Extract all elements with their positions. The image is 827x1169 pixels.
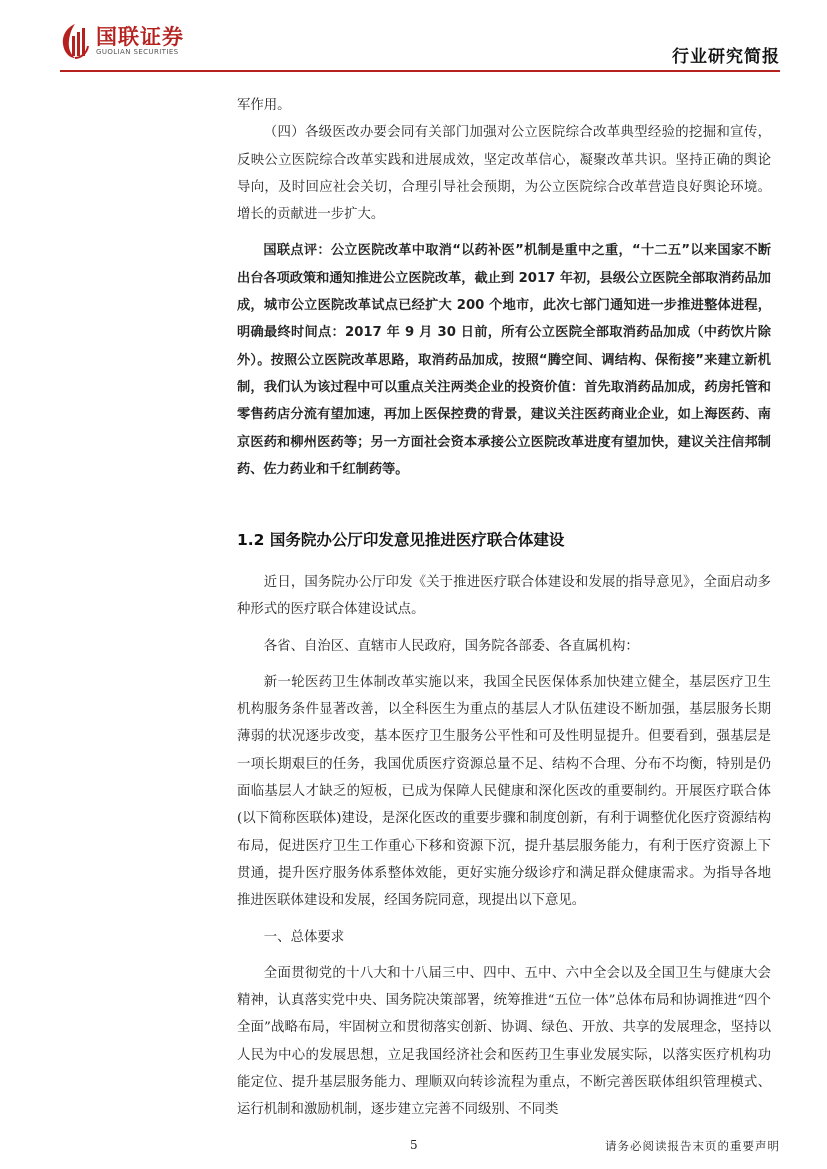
paragraph-intro: 近日，国务院办公厅印发《关于推进医疗联合体建设和发展的指导意见》，全面启动多种形式的医疗联合体建设试点。 [237, 575, 771, 618]
paragraph-continuation: 军作用。 [237, 98, 291, 113]
paragraph-guolian-comment: 国联点评：公立医院改革中取消“以药补医”机制是重中之重，“十二五”以来国家不断出台各项政策和通知推进公立医院改革，截止到 2017 年初，县级公立医院全部取消药品加成，城市公立医院改革试点已经扩大 200 个地市，此次七部门通知进一步推进整体进程，明确最终时间点：2017 年 9 月 30 日前，所有公立医院全部取消药品加成（中药饮片除外）。按照公立医院改革思路，取消药品加成，按照“腾空间、调结构、保衔接”来建立新机制，我们认为该过程中可以重点关注两类企业的投资价值：首先取消药品加成，药房托管和零售药店分流有望加速，再加上医保控费的背景，建议关注医药商业企业，如上海医药、南京医药和柳州医药等；另一方面社会资本承接公立医院改革进度有望加快，建议关注信邦制药、佐力药业和千红制药等。 [237, 243, 771, 477]
section-title: 1.2 国务院办公厅印发意见推进医疗联合体建设 [237, 531, 565, 549]
subheading-general-requirements: 一、总体要求 [263, 929, 345, 945]
paragraph-addressee: 各省、自治区、直辖市人民政府，国务院各部委、各直属机构： [263, 638, 639, 654]
paragraph-background: 新一轮医药卫生体制改革实施以来，我国全民医保体系加快建立健全，基层医疗卫生机构服务条件显著改善，以全科医生为重点的基层人才队伍建设不断加强，基层服务长期薄弱的状况逐步改变，基本医疗卫生服务公平性和可及性明显提升。但要看到，强基层是一项长期艰巨的任务，我国优质医疗资源总量不足、结构不合理、分布不均衡，特别是仍面临基层人才缺乏的短板，已成为保障人民健康和深化医改的重要制约。开展医疗联合体(以下简称医联体)建设，是深化医改的重要步骤和制度创新，有利于调整优化医疗资源结构布局，促进医疗卫生工作重心下移和资源下沉，提升基层服务能力，有利于医疗资源上下贯通，提升医疗服务体系整体效能，更好实施分级诊疗和满足群众健康需求。为指导各地推进医联体建设和发展，经国务院同意，现提出以下意见。 [237, 674, 771, 909]
page-header [0, 0, 827, 80]
report-type-label: 行业研究简报 [672, 47, 780, 67]
company-logo [60, 22, 184, 60]
logo-en-text: GUOLIAN SECURITIES [96, 47, 179, 56]
page-number: 5 [410, 1138, 418, 1152]
paragraph-item-four: （四）各级医改办要会同有关部门加强对公立医院综合改革典型经验的挖掘和宣传，反映公立医院综合改革实践和进展成效，坚定改革信心，凝聚改革共识。坚持正确的舆论导向，及时回应社会关切，合理引导社会预期，为公立医院综合改革营造良好舆论环境。增长的贡献进一步扩大。 [237, 125, 771, 223]
logo-mark-icon [60, 22, 90, 60]
body-block-2 [237, 569, 771, 1124]
paragraph-general-requirements: 全面贯彻党的十八大和十八届三中、四中、五中、六中全会以及全国卫生与健康大会精神，认真落实党中央、国务院决策部署，统筹推进“五位一体”总体布局和协调推进“四个全面”战略布局，牢固树立和贯彻落实创新、协调、绿色、开放、共享的发展理念，坚持以人民为中心的发展思想，立足我国经济社会和医药卫生事业发展实际，以落实医疗机构功能定位、提升基层服务能力、理顺双向转诊流程为重点，不断完善医联体组织管理模式、运行机制和激励机制，逐步建立完善不同级别、不同类 [237, 965, 771, 1118]
body-block-1 [237, 92, 771, 483]
logo-cn-text: 国联证券 [96, 24, 184, 49]
header-divider [60, 70, 780, 72]
footer-disclaimer: 请务必阅读报告末页的重要声明 [605, 1139, 780, 1153]
